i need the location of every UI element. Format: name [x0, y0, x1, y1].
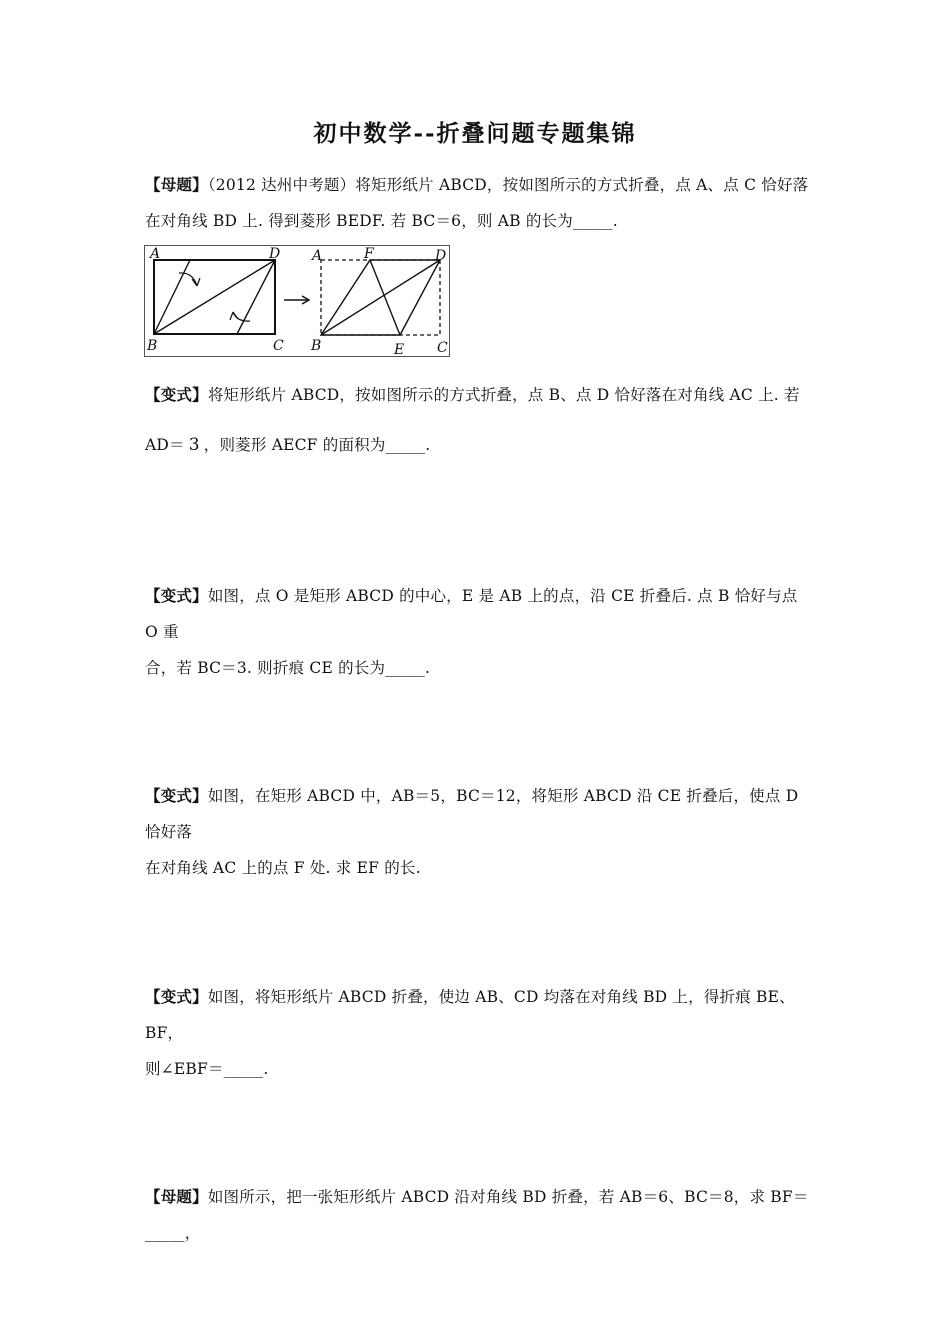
label-a: A	[312, 248, 323, 264]
problem-text: ，则菱形 AECF 的面积为_____.	[203, 436, 431, 454]
fold-arrow-icon	[179, 273, 197, 286]
label-c: C	[437, 340, 448, 356]
label-a: A	[150, 246, 161, 262]
arrow-head-icon	[230, 312, 238, 320]
right-diagonal	[321, 260, 440, 335]
problem-tag: 【变式】	[145, 385, 208, 404]
problem-tag: 【母题】	[145, 175, 208, 194]
problem-tag: 【母题】	[145, 1187, 208, 1206]
problem-text: （2012 达州中考题）将矩形纸片 ABCD，按如图所示的方式折叠，点 A、点 C 恰好落	[207, 176, 809, 194]
problem-tag: 【变式】	[145, 987, 208, 1006]
problem-text: 如图，将矩形纸片 ABCD 折叠，使边 AB、CD 均落在对角线 BD 上，得折痕 BE、BF，	[145, 988, 795, 1042]
problem-text: 如图所示，把一张矩形纸片 ABCD 沿对角线 BD 折叠，若 AB＝6、BC＝8，求 BF＝_____，	[145, 1188, 809, 1242]
problem-4	[145, 778, 815, 886]
page-title: 初中数学--折叠问题专题集锦	[313, 120, 637, 147]
problem-5-line-2: 则∠EBF＝_____.	[145, 1060, 269, 1078]
fold-diagram	[145, 246, 451, 358]
right-crease	[370, 260, 400, 335]
problem-6-line-1	[145, 1179, 815, 1251]
problem-2-line-1	[145, 370, 815, 420]
problem-6	[145, 1179, 815, 1251]
problem-2	[145, 370, 815, 470]
problem-3-line-1	[145, 578, 815, 650]
label-c: C	[273, 338, 284, 354]
problem-tag: 【变式】	[145, 786, 208, 805]
problem-4-line-2: 在对角线 AC 上的点 F 处. 求 EF 的长.	[145, 859, 421, 877]
problem-text: 将矩形纸片 ABCD，按如图所示的方式折叠，点 B、点 D 恰好落在对角线 AC 上. 若	[207, 386, 800, 404]
problem-text: 如图，点 O 是矩形 ABCD 的中心，E 是 AB 上的点，沿 CE 折叠后. 点 B 恰好与点 O 重	[145, 587, 798, 641]
problem-2-line-2	[145, 420, 815, 470]
problem-1-line-1	[145, 167, 815, 203]
problem-1-line-2: 在对角线 BD 上. 得到菱形 BEDF. 若 BC＝6，则 AB 的长为_____.	[145, 212, 618, 230]
label-f: F	[364, 246, 374, 262]
problem-5-line-1	[145, 979, 815, 1051]
problem-text: AD＝	[145, 436, 185, 454]
problem-3	[145, 578, 815, 686]
label-b: B	[311, 338, 322, 354]
problem-1	[145, 167, 815, 239]
label-d: D	[435, 248, 447, 264]
label-e: E	[394, 342, 405, 358]
label-d: D	[269, 246, 281, 262]
problem-text: 如图，在矩形 ABCD 中，AB＝5，BC＝12，将矩形 ABCD 沿 CE 折叠后，使点 D 恰好落	[145, 787, 799, 841]
problem-tag: 【变式】	[145, 586, 208, 605]
problem-5	[145, 979, 815, 1087]
problem-4-line-1	[145, 778, 815, 850]
fold-figure	[144, 245, 450, 357]
label-b: B	[147, 338, 158, 354]
problem-3-line-2: 合，若 BC＝3. 则折痕 CE 的长为_____.	[145, 659, 431, 677]
sqrt-value: 3	[188, 435, 200, 455]
